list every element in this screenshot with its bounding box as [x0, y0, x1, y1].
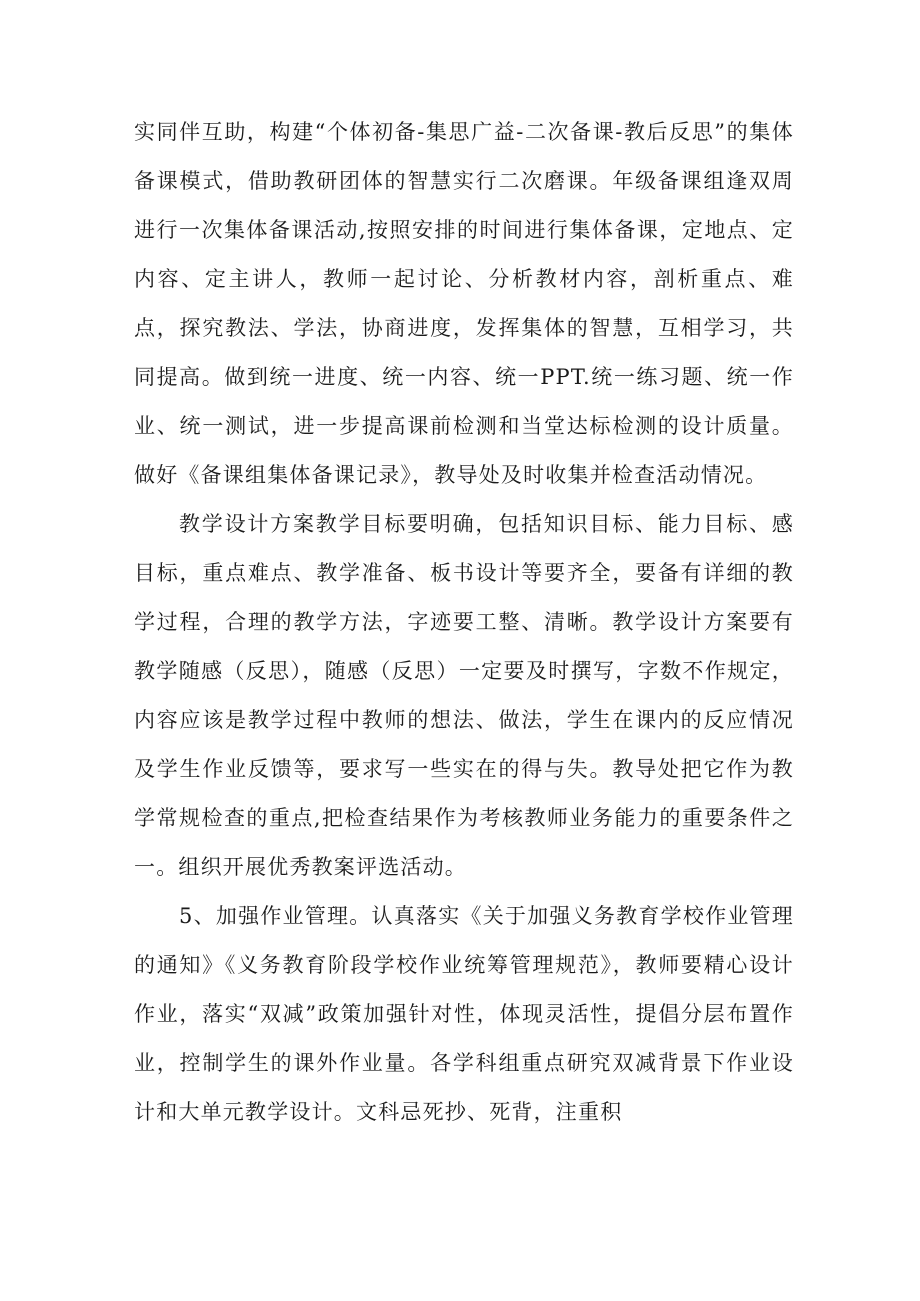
- paragraph-collective-lesson-prep: 实同伴互助，构建“个体初备-集思广益-二次备课-教后反思”的集体备课模式，借助教研团体的智慧实行二次磨课。年级备课组逢双周进行一次集体备课活动,按照安排的时间进行集体备课，定地点、定内容、定主讲人，教师一起讨论、分析教材内容，剖析重点、难点，探究教法、学法，协商进度，发挥集体的智慧，互相学习，共同提高。做到统一进度、统一内容、统一PPT.统一练习题、统一作业、统一测试，进一步提高课前检测和当堂达标检测的设计质量。做好《备课组集体备课记录》，教导处及时收集并检查活动情况。: [134, 120, 794, 487]
- paragraph-teaching-design: 教学设计方案教学目标要明确，包括知识目标、能力目标、感目标，重点难点、教学准备、板书设计等要齐全，要备有详细的教学过程，合理的教学方法，字迹要工整、清晰。教学设计方案要有教学随感（反思），随感（反思）一定要及时撰写，字数不作规定，内容应该是教学过程中教师的想法、做法，学生在课内的反应情况及学生作业反馈等，要求写一些实在的得与失。教导处把它作为教学常规检查的重点,把检查结果作为考核教师业务能力的重要条件之一。组织开展优秀教案评选活动。: [134, 512, 794, 879]
- paragraph-homework-management: 5、加强作业管理。认真落实《关于加强义务教育学校作业管理的通知》《义务教育阶段学校作业统筹管理规范》，教师要精心设计作业，落实“双减”政策加强针对性，体现灵活性，提倡分层布置作业，控制学生的课外作业量。各学科组重点研究双减背景下作业设计和大单元教学设计。文科忌死抄、死背，注重积: [134, 904, 794, 1124]
- document-body: [134, 108, 794, 1137]
